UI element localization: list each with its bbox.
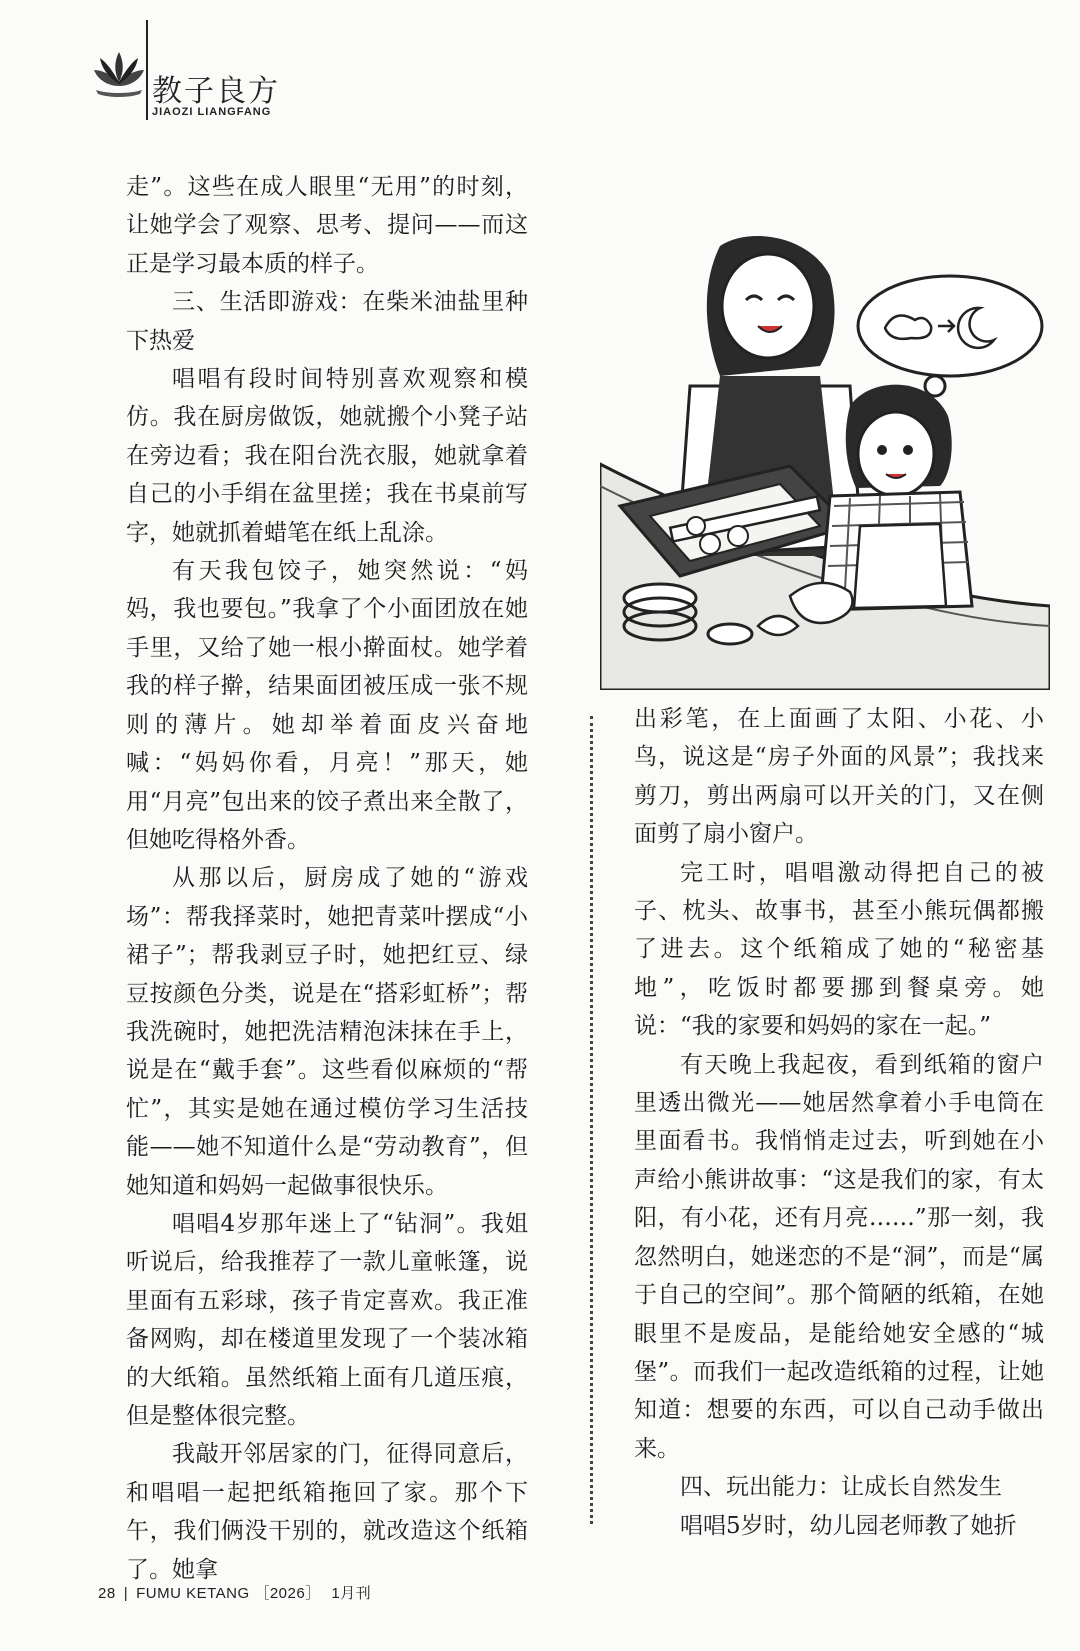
right-text-column [634, 700, 1044, 1545]
paragraph: 有天我包饺子，她突然说：“妈妈，我也要包。”我拿了个小面团放在她手里，又给了她一根小擀面杖。她学着我的样子擀，结果面团被压成一张不规则的薄片。她却举着面皮兴奋地喊：“妈妈你看，月亮！”那天，她用“月亮”包出来的饺子煮出来全散了，但她吃得格外香。 [126, 558, 528, 853]
illustration-mother-daughter-dumplings [600, 226, 1050, 690]
issue-month: 1月刊 [331, 1585, 372, 1602]
column-header [90, 20, 390, 118]
issue-year: ［2026］ [254, 1585, 321, 1602]
lotus-logo-icon [90, 48, 148, 100]
column-title-pinyin: JIAOZI LIANGFANG [152, 106, 272, 118]
paragraph: 唱唱4岁那年迷上了“钻洞”。我姐听说后，给我推荐了一款儿童帐篷，说里面有五彩球，孩子肯定喜欢。我正准备网购，却在楼道里发现了一个装冰箱的大纸箱。虽然纸箱上面有几道压痕，但是整体很完整。 [126, 1210, 528, 1429]
column-title: 教子良方 [152, 74, 280, 109]
paragraph: 唱唱有段时间特别喜欢观察和模仿。我在厨房做饭，她就搬个小凳子站在旁边看；我在阳台洗衣服，她就拿着自己的小手绢在盆里搓；我在书桌前写字，她就抓着蜡笔在纸上乱涂。 [126, 366, 528, 546]
column-divider [590, 716, 593, 1524]
section-heading: 三、生活即游戏：在柴米油盐里种下热爱 [126, 289, 528, 354]
magazine-name: FUMU KETANG [136, 1585, 250, 1602]
paragraph: 唱唱5岁时，幼儿园老师教了她折 [680, 1512, 1017, 1539]
left-text-column [126, 168, 528, 1589]
paragraph: 有天晚上我起夜，看到纸箱的窗户里透出微光——她居然拿着小手电筒在里面看书。我悄悄走过去，听到她在小声给小熊讲故事：“这是我们的家，有太阳，有小花，还有月亮……”那一刻，我忽然明白，她迷恋的不是“洞”，而是“属于自己的空间”。那个简陋的纸箱，在她眼里不是废品，是能给她安全感的“城堡”。而我们一起改造纸箱的过程，让她知道：想要的东西，可以自己动手做出来。 [634, 1051, 1044, 1462]
paragraph: 走”。这些在成人眼里“无用”的时刻，让她学会了观察、思考、提问——而这正是学习最本质的样子。 [126, 174, 528, 277]
paragraph: 出彩笔，在上面画了太阳、小花、小鸟，说这是“房子外面的风景”；我找来剪刀，剪出两扇可以开关的门，又在侧面剪了扇小窗户。 [634, 706, 1044, 848]
paragraph: 我敲开邻居家的门，征得同意后，和唱唱一起把纸箱拖回了家。那个下午，我们俩没干别的，就改造这个纸箱了。她拿 [126, 1441, 528, 1583]
footer-separator: | [123, 1585, 129, 1602]
header-divider [146, 20, 148, 120]
paragraph: 从那以后，厨房成了她的“游戏场”：帮我择菜时，她把青菜叶摆成“小裙子”；帮我剥豆子时，她把红豆、绿豆按颜色分类，说是在“搭彩虹桥”；帮我洗碗时，她把洗洁精泡沫抹在手上，说是在“戴手套”。这些看似麻烦的“帮忙”，其实是她在通过模仿学习生活技能——她不知道什么是“劳动教育”，但她知道和妈妈一起做事很快乐。 [126, 865, 528, 1199]
section-heading: 四、玩出能力：让成长自然发生 [680, 1474, 1002, 1501]
paragraph: 完工时，唱唱激动得把自己的被子、枕头、故事书，甚至小熊玩偶都搬了进去。这个纸箱成了她的“秘密基地”，吃饭时都要挪到餐桌旁。她说：“我的家要和妈妈的家在一起。” [634, 859, 1044, 1040]
page-footer [98, 1582, 371, 1603]
page-number: 28 [98, 1585, 116, 1602]
